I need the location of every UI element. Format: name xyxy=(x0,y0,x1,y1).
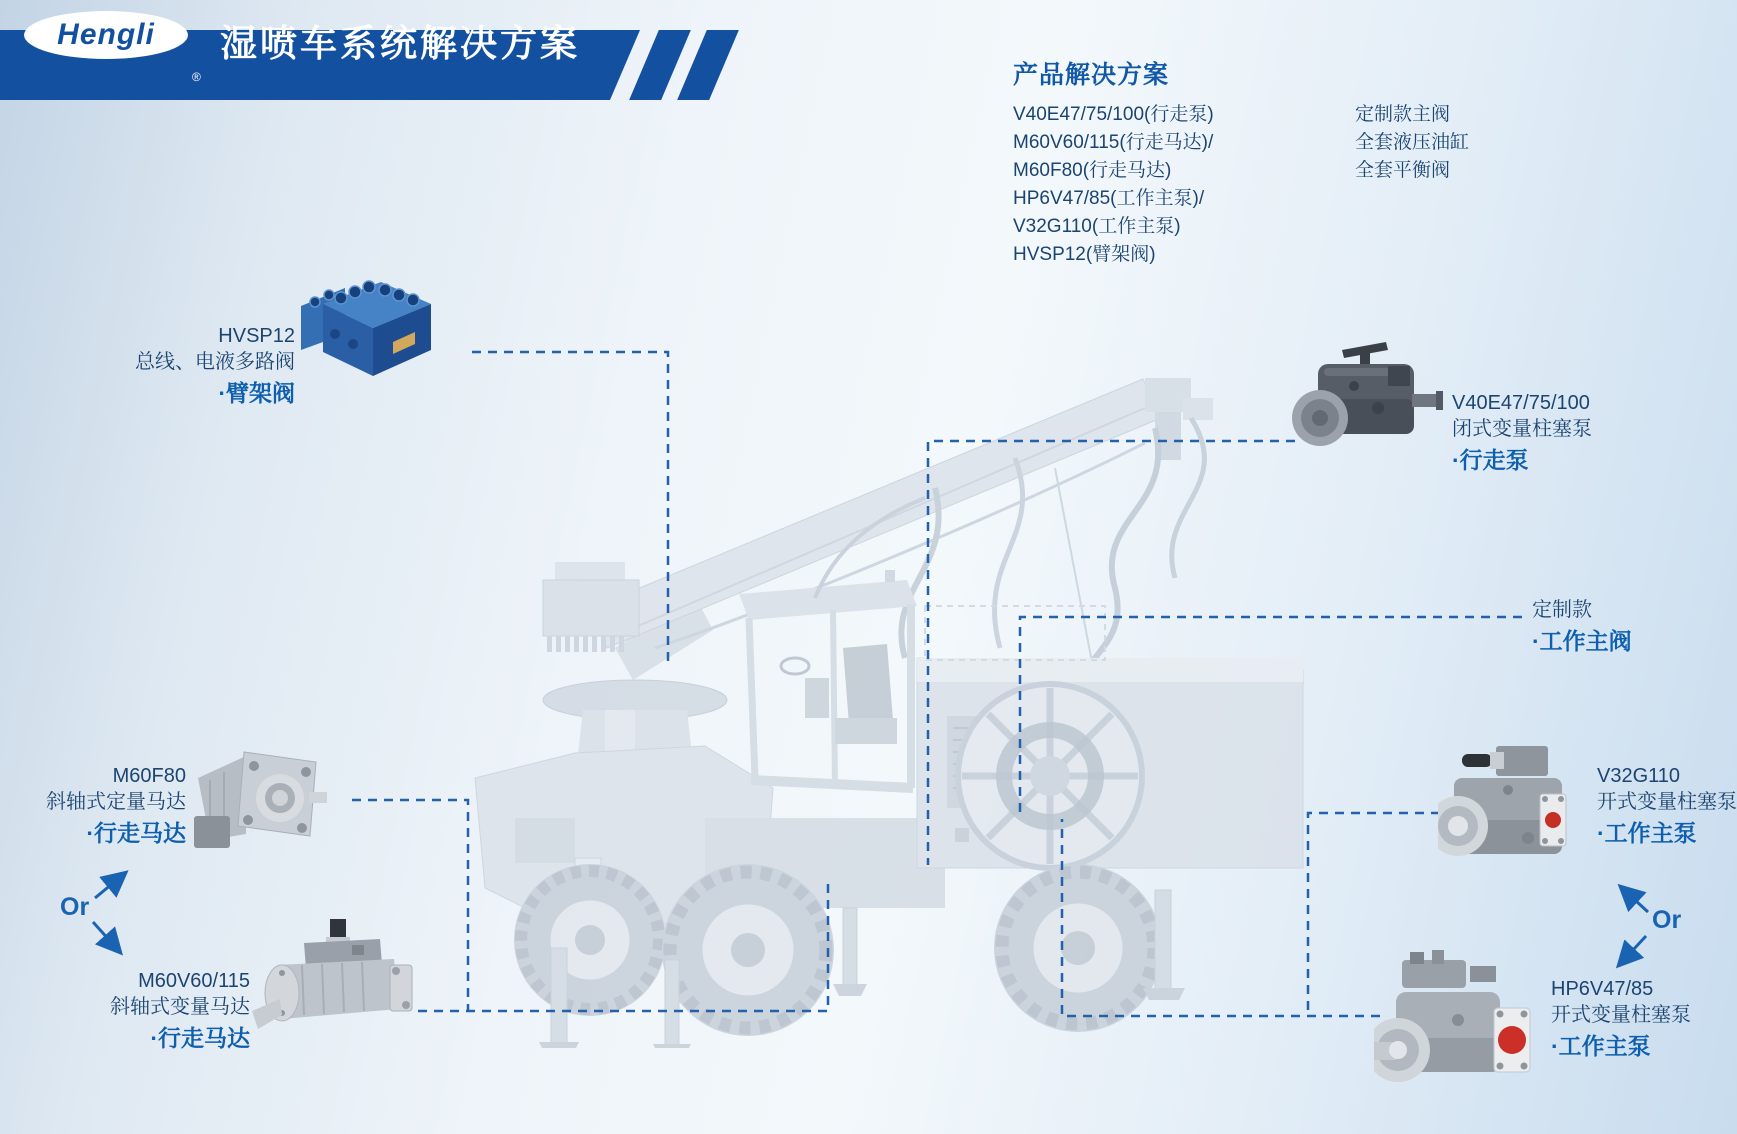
solutions-panel-title: 产品解决方案 xyxy=(1013,61,1170,89)
product-description: 斜轴式变量马达 xyxy=(110,996,250,1018)
product-model: 定制款 xyxy=(1532,599,1592,621)
product-role: ·臂架阀 xyxy=(218,380,295,406)
registered-trademark: ® xyxy=(192,70,201,84)
page-title: 湿喷车系统解决方案 xyxy=(220,23,580,64)
product-role: ·行走泵 xyxy=(1452,447,1529,473)
product-list-item: M60V60/115(行走马达)/ xyxy=(1013,132,1214,153)
or-label-left: Or xyxy=(60,893,90,921)
product-list-item: HP6V47/85(工作主泵)/ xyxy=(1013,188,1205,209)
product-role: ·工作主泵 xyxy=(1551,1033,1651,1059)
product-list-item: HVSP12(臂架阀) xyxy=(1013,244,1156,265)
hp6v47-pump-image xyxy=(1374,950,1546,1100)
hengli-logo-text: Hengli xyxy=(57,18,155,51)
hengli-logo xyxy=(24,11,188,59)
or-label-right: Or xyxy=(1652,906,1682,934)
solutions-column-2 xyxy=(1355,101,1469,185)
callout-v40e47 xyxy=(1452,390,1692,475)
product-description: 开式变量柱塞泵 xyxy=(1597,791,1737,813)
product-model: HVSP12 xyxy=(218,325,295,347)
product-role: ·工作主泵 xyxy=(1597,820,1697,846)
product-description: 总线、电液多路阀 xyxy=(135,351,295,373)
or-left-arrow-down xyxy=(93,922,119,951)
or-left-arrow-up xyxy=(95,874,124,898)
product-description: 闭式变量柱塞泵 xyxy=(1452,418,1592,440)
product-role: ·行走马达 xyxy=(150,1025,250,1051)
product-model: HP6V47/85 xyxy=(1551,978,1654,1000)
callout-custom-main-valve xyxy=(1532,597,1737,656)
product-model: V32G110 xyxy=(1597,765,1681,787)
hvsp12-valve-image xyxy=(293,264,438,386)
product-list-item: 定制款主阀 xyxy=(1355,104,1451,125)
or-right-arrow-up xyxy=(1622,888,1648,912)
solutions-column-1 xyxy=(1013,101,1214,269)
m60v60-motor-image xyxy=(252,915,417,1045)
product-list-item: 全套平衡阀 xyxy=(1355,160,1451,181)
v32g110-pump-image xyxy=(1438,738,1580,870)
connector-work-pumps xyxy=(1062,819,1380,1016)
m60f80-motor-image xyxy=(188,736,330,860)
product-role: ·行走马达 xyxy=(86,820,186,846)
callout-hp6v47 xyxy=(1551,976,1737,1061)
connector-m60v60 xyxy=(418,877,828,1011)
or-right-arrow-down xyxy=(1620,936,1646,964)
callout-m60f80 xyxy=(16,763,186,848)
connector-hvsp12 xyxy=(472,352,668,662)
product-model: V40E47/75/100 xyxy=(1452,392,1590,414)
product-role: ·工作主阀 xyxy=(1532,628,1632,654)
product-model: M60F80 xyxy=(112,765,186,787)
connector-v40e47 xyxy=(928,441,1295,865)
product-description: 开式变量柱塞泵 xyxy=(1551,1004,1691,1026)
product-model: M60V60/115 xyxy=(138,970,250,992)
product-list-item: V40E47/75/100(行走泵) xyxy=(1013,104,1214,125)
product-list-item: M60F80(行走马达) xyxy=(1013,160,1172,181)
product-description: 斜轴式定量马达 xyxy=(46,791,186,813)
callout-m60v60 xyxy=(78,968,250,1053)
callout-v32g110 xyxy=(1597,763,1737,848)
callout-hvsp12 xyxy=(70,323,295,408)
product-list-item: 全套液压油缸 xyxy=(1355,132,1470,153)
product-list-item: V32G110(工作主泵) xyxy=(1013,216,1181,237)
v40e47-pump-image xyxy=(1290,336,1445,461)
